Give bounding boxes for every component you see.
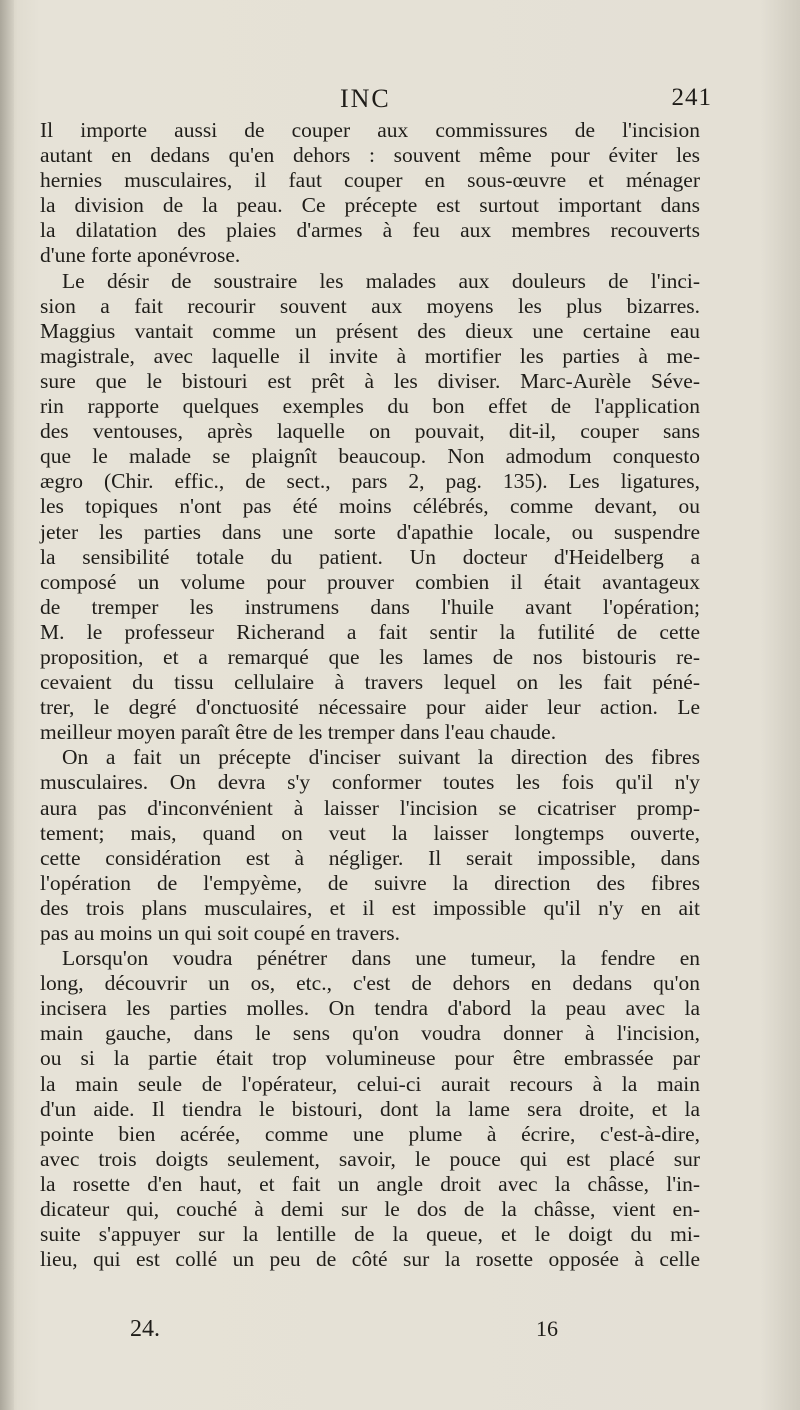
text-line: pointe bien acérée, comme une plume à écrire, c'est-à-dire, [40,1121,700,1146]
page-spine-shadow [0,0,14,1410]
text-line: cette considération est à négliger. Il serait impossible, dans [40,845,700,870]
running-head-title: INC [340,84,391,113]
text-line: sure que le bistouri est prêt à les diviser. Marc-Aurèle Séve- [40,368,700,393]
text-line: la division de la peau. Ce précepte est surtout important dans [40,193,700,218]
text-line: ou si la partie était trop volumineuse pour être embrassée par [40,1046,700,1071]
text-line: rin rapporte quelques exemples du bon effet de l'application [40,394,700,419]
page-number: 241 [671,84,712,111]
text-line: la sensibilité totale du patient. Un docteur d'Heidelberg a [40,544,700,569]
text-line: d'un aide. Il tiendra le bistouri, dont la lame sera droite, et la [40,1096,700,1121]
text-line: des ventouses, après laquelle on pouvait, dit-il, couper sans [40,419,700,444]
text-line: hernies musculaires, il faut couper en sous-œuvre et ménager [40,168,700,193]
text-line: meilleur moyen paraît être de les tremper dans l'eau chaude. [40,720,557,745]
text-line: Le désir de soustraire les malades aux douleurs de l'inci- [62,268,700,293]
text-line: On a fait un précepte d'inciser suivant la direction des fibres [62,745,700,770]
text-line: la main seule de l'opérateur, celui-ci aurait recours à la main [40,1071,700,1096]
text-line: de tremper les instrumens dans l'huile avant l'opération; [40,594,700,619]
text-line: la rosette d'en haut, et fait un angle droit avec la châsse, l'in- [40,1171,700,1196]
catchword: 16 [536,1316,558,1341]
running-head [40,84,710,118]
text-line: que le malade se plaignît beaucoup. Non admodum conquesto [40,444,700,469]
body-text [40,118,700,1272]
text-line: d'une forte aponévrose. [40,243,241,268]
text-line: autant en dedans qu'en dehors : souvent même pour éviter les [40,143,700,168]
text-line: trer, le degré d'onctuosité nécessaire pour aider leur action. Le [40,695,700,720]
text-line: M. le professeur Richerand a fait sentir la futilité de cette [40,619,700,644]
text-line: main gauche, dans le sens qu'on voudra donner à l'incision, [40,1021,700,1046]
text-line: Il importe aussi de couper aux commissures de l'incision [40,118,700,142]
text-line: des trois plans musculaires, et il est impossible qu'il n'y en ait [40,895,700,920]
text-line: jeter les parties dans une sorte d'apathie locale, ou suspendre [40,519,700,544]
text-line: dicateur qui, couché à demi sur le dos de la châsse, vient en- [40,1197,700,1222]
text-line: Maggius vantait comme un présent des dieux une certaine eau [40,318,700,343]
text-line: ægro (Chir. effic., de sect., pars 2, pag. 135). Les ligatures, [40,469,700,494]
text-line: aura pas d'inconvénient à laisser l'incision se cicatriser promp- [40,795,700,820]
text-line: pas au moins un qui soit coupé en travers. [40,921,401,945]
text-line: composé un volume pour prouver combien il était avantageux [40,569,700,594]
text-line: proposition, et a remarqué que les lames de nos bistouris re- [40,644,700,669]
text-line: la dilatation des plaies d'armes à feu aux membres recouverts [40,218,700,243]
text-line: musculaires. On devra s'y conformer toutes les fois qu'il n'y [40,770,700,795]
text-line: suite s'appuyer sur la lentille de la queue, et le doigt du mi- [40,1222,700,1247]
text-line: magistrale, avec laquelle il invite à mortifier les parties à me- [40,343,700,368]
text-line: les topiques n'ont pas été moins célébrés, comme devant, ou [40,494,700,519]
signature-mark: 24. [130,1316,160,1342]
page-footer [40,1316,700,1346]
text-line: Lorsqu'on voudra pénétrer dans une tumeur, la fendre en [62,946,700,971]
text-line: incisera les parties molles. On tendra d'abord la peau avec la [40,996,700,1021]
text-line: sion a fait recourir souvent aux moyens les plus bizarres. [40,293,700,318]
text-line: avec trois doigts seulement, savoir, le pouce qui est placé sur [40,1146,700,1171]
text-line: lieu, qui est collé un peu de côté sur la rosette opposée à celle [40,1247,700,1272]
text-line: l'opération de l'empyème, de suivre la direction des fibres [40,870,700,895]
text-line: tement; mais, quand on veut la laisser longtemps ouverte, [40,820,700,845]
text-line: cevaient du tissu cellulaire à travers lequel on les fait péné- [40,670,700,695]
text-line: long, découvrir un os, etc., c'est de dehors en dedans qu'on [40,971,700,996]
